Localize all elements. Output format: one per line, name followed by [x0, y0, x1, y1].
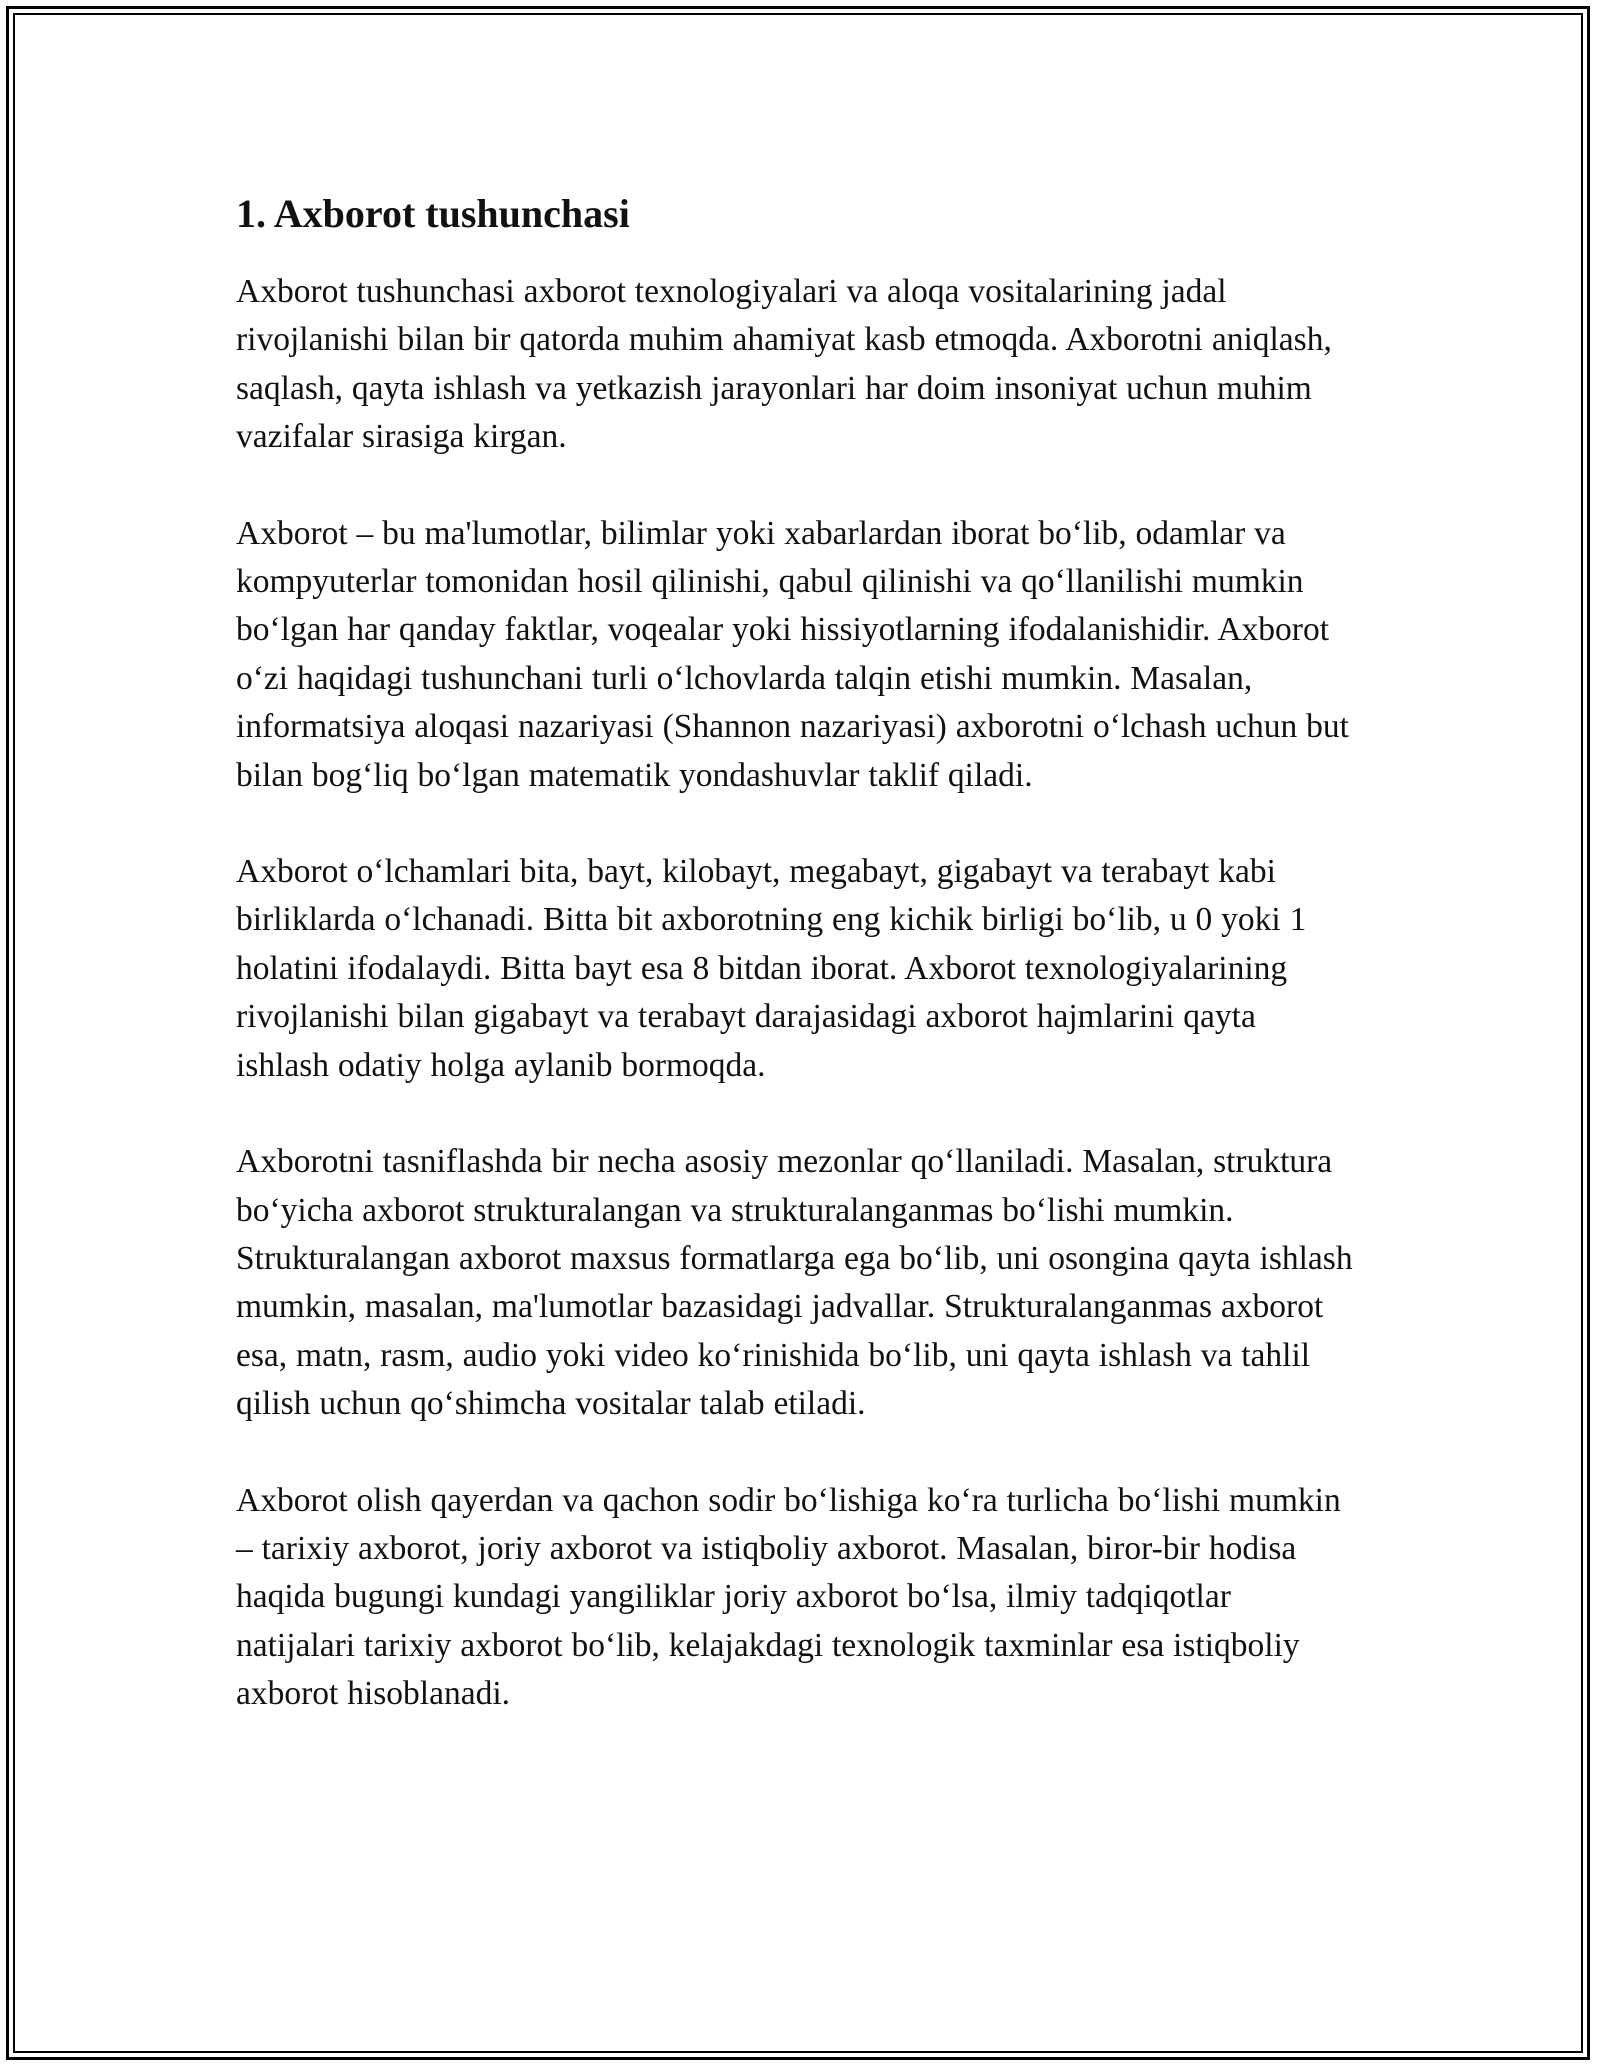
paragraph-classification: Axborotni tasniflashda bir necha asosiy mezonlar qo‘llaniladi. Masalan, struktura bo‘yicha axborot strukturalangan va strukturalanganmas bo‘lishi mumkin. Strukturalangan axborot maxsus formatlarga ega bo‘lib, uni osongina qayta ishlash mumkin, masalan, ma'lumotlar bazasidagi jadvallar. Strukturalanganmas axborot esa, matn, rasm, audio yoki video ko‘rinishida bo‘lib, uni qayta ishlash va tahlil qilish uchun qo‘shimcha vositalar talab etiladi.: [236, 1143, 1353, 1423]
paragraph-definition: Axborot – bu ma'lumotlar, bilimlar yoki xabarlardan iborat bo‘lib, odamlar va kompyuterlar tomonidan hosil qilinishi, qabul qilinishi va qo‘llanilishi mumkin bo‘lgan har qanday faktlar, voqealar yoki hissiyotlarning ifodalanishidir. Axborot o‘zi haqidagi tushunchani turli o‘lchovlarda talqin etishi mumkin. Masalan, informatsiya aloqasi nazariyasi (Shannon nazariyasi) axborotni o‘lchash uchun but bilan bog‘liq bo‘lgan matematik yondashuvlar taklif qiladi.: [236, 514, 1349, 794]
document-body: [236, 186, 1356, 1767]
paragraph-units: Axborot o‘lchamlari bita, bayt, kilobayt, megabayt, gigabayt va terabayt kabi birliklarda o‘lchanadi. Bitta bit axborotning eng kichik birligi bo‘lib, u 0 yoki 1 holatini ifodalaydi. Bitta bayt esa 8 bitdan iborat. Axborot texnologiyalarining rivojlanishi bilan gigabayt va terabayt darajasidagi axborot hajmlarini qayta ishlash odatiy holga aylanib bormoqda.: [236, 853, 1307, 1084]
section-heading: 1. Axborot tushunchasi: [236, 191, 630, 236]
paragraph-intro: Axborot tushunchasi axborot texnologiyalari va aloqa vositalarining jadal rivojlanishi bilan bir qatorda muhim ahamiyat kasb etmoqda. Axborotni aniqlash, saqlash, qayta ishlash va yetkazish jarayonlari har doim insoniyat uchun muhim vazifalar sirasiga kirgan.: [236, 273, 1332, 456]
paragraph-time-types: Axborot olish qayerdan va qachon sodir bo‘lishiga ko‘ra turlicha bo‘lishi mumkin – tarixiy axborot, joriy axborot va istiqboliy axborot. Masalan, biror-bir hodisa haqida bugungi kundagi yangiliklar joriy axborot bo‘lsa, ilmiy tadqiqotlar natijalari tarixiy axborot bo‘lib, kelajakdagi texnologik taxminlar esa istiqboliy axborot hisoblanadi.: [236, 1481, 1341, 1713]
